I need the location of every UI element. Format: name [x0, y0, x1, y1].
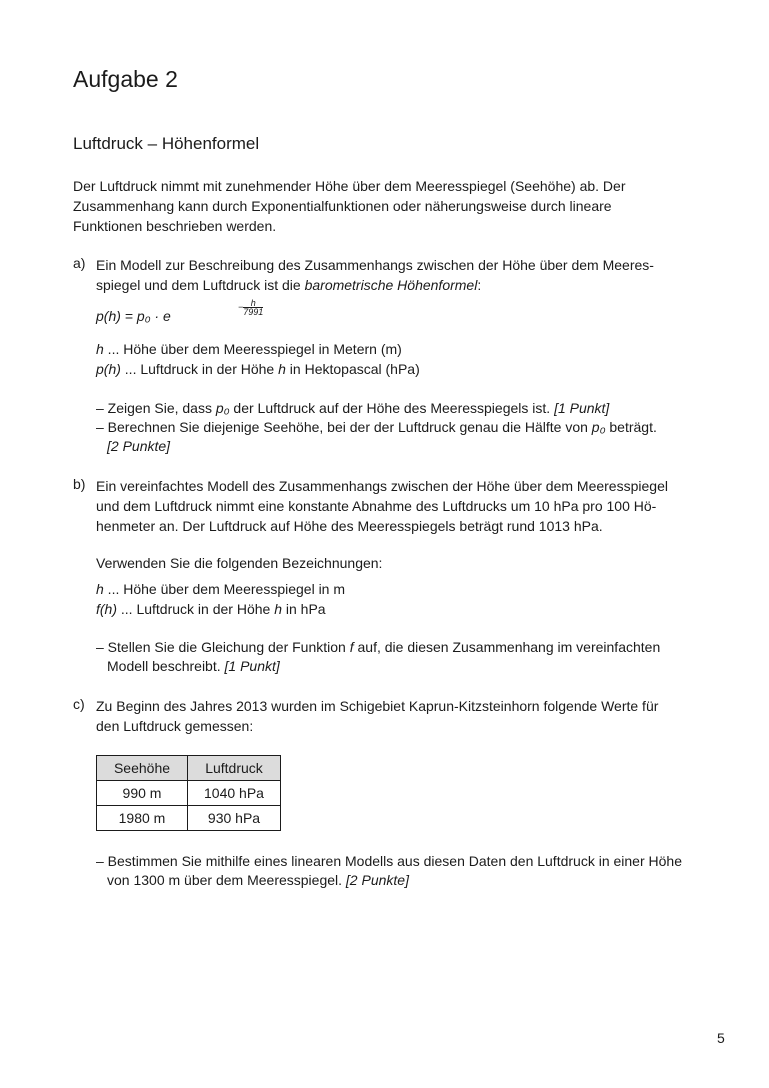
definition-f	[96, 599, 345, 619]
part-b-task-cont	[107, 656, 280, 676]
exponent-denominator: 7991	[243, 307, 264, 317]
definition-h	[96, 339, 420, 359]
part-b-task	[96, 637, 660, 657]
task-text: – Stellen Sie die Gleichung der Funktion	[96, 639, 350, 655]
barometric-formula	[96, 298, 264, 324]
part-b-definitions	[96, 579, 345, 619]
definition-text: ... Luftdruck in der Höhe	[117, 601, 275, 617]
variable: h	[96, 341, 104, 357]
part-a-definitions	[96, 339, 420, 379]
intro-line: Funktionen beschrieben werden.	[73, 218, 277, 234]
part-a-line	[96, 275, 654, 295]
variable: p₀	[215, 400, 230, 416]
part-b-line: henmeter an. Der Luftdruck auf Höhe des Meeresspiegels beträgt rund 1013 hPa.	[96, 518, 603, 534]
task-text: von 1300 m über dem Meeresspiegel.	[107, 872, 346, 888]
part-b-text	[96, 476, 668, 536]
definition-p	[96, 359, 420, 379]
formula-exponent	[238, 299, 263, 316]
section-subtitle: Luftdruck – Höhenformel	[73, 134, 260, 153]
intro-paragraph	[73, 176, 626, 236]
task-text: der Luftdruck auf der Höhe des Meeresspiegels ist.	[229, 400, 555, 416]
part-c-label: c)	[73, 696, 85, 712]
definition-text: ... Höhe über dem Meeresspiegel in Metern (m)	[103, 341, 402, 357]
variable: p₀	[591, 419, 606, 435]
variable: f(h)	[96, 601, 117, 617]
text-segment: spiegel und dem Luftdruck ist die	[96, 277, 305, 293]
naming-instruction: Verwenden Sie die folgenden Bezeichnungen:	[96, 555, 383, 571]
part-a-task-2	[96, 417, 657, 437]
page-number: 5	[717, 1030, 725, 1046]
table-cell: 1980 m	[97, 806, 188, 831]
part-a-line: Ein Modell zur Beschreibung des Zusammenhangs zwischen der Höhe über dem Meeres-	[96, 257, 654, 273]
points-label: [2 Punkte]	[345, 872, 409, 888]
table-header: Luftdruck	[188, 756, 281, 781]
intro-line: Der Luftdruck nimmt mit zunehmender Höhe über dem Meeresspiegel (Seehöhe) ab. Der	[73, 178, 626, 194]
formula-main: p(h) = p₀ · e	[96, 308, 171, 324]
part-b-line: und dem Luftdruck nimmt eine konstante Abnahme des Luftdrucks um 10 hPa pro 100 Hö-	[96, 498, 657, 514]
definition-text: in hPa	[282, 601, 326, 617]
part-c-task: – Bestimmen Sie mithilfe eines linearen Modells aus diesen Daten den Luftdruck in einer Höhe	[96, 853, 682, 869]
variable: h	[96, 581, 104, 597]
table-row	[97, 781, 281, 806]
table-cell: 1040 hPa	[188, 781, 281, 806]
task-text: beträgt.	[605, 419, 657, 435]
task-text: – Zeigen Sie, dass	[96, 400, 216, 416]
table-header: Seehöhe	[97, 756, 188, 781]
task-text: Modell beschreibt.	[107, 658, 225, 674]
task-text: – Berechnen Sie diejenige Seehöhe, bei der der Luftdruck genau die Hälfte von	[96, 419, 592, 435]
part-c-line: den Luftdruck gemessen:	[96, 718, 254, 734]
variable: p(h)	[96, 361, 121, 377]
part-c-text	[96, 696, 658, 736]
part-c-task-cont	[107, 870, 409, 890]
part-a-text	[96, 255, 654, 295]
points-label: [1 Punkt]	[224, 658, 280, 674]
definition-text: ... Höhe über dem Meeresspiegel in m	[103, 581, 346, 597]
part-b-line: Ein vereinfachtes Modell des Zusammenhangs zwischen der Höhe über dem Meeresspiegel	[96, 478, 668, 494]
definition-text: ... Luftdruck in der Höhe	[120, 361, 279, 377]
table-cell: 930 hPa	[188, 806, 281, 831]
part-c-line: Zu Beginn des Jahres 2013 wurden im Schigebiet Kaprun-Kitzsteinhorn folgende Werte für	[96, 698, 659, 714]
table-header-row	[97, 756, 281, 781]
part-a-label: a)	[73, 255, 86, 271]
formula-name: barometrische Höhenformel	[304, 277, 478, 293]
exponent-numerator: h	[243, 299, 263, 308]
variable: h	[278, 361, 286, 377]
variable: h	[274, 601, 282, 617]
measurement-table	[96, 755, 281, 831]
points-label: [1 Punkt]	[554, 400, 610, 416]
part-b-label: b)	[73, 476, 86, 492]
page-title: Aufgabe 2	[73, 66, 178, 92]
task-text: auf, die diesen Zusammenhang im vereinfachten	[353, 639, 661, 655]
variable: f	[349, 639, 354, 655]
definition-h	[96, 579, 345, 599]
points-label: [2 Punkte]	[107, 438, 171, 454]
intro-line: Zusammenhang kann durch Exponentialfunktionen oder näherungsweise durch lineare	[73, 198, 612, 214]
part-a-task-1	[96, 398, 609, 418]
text-segment: :	[477, 277, 482, 293]
table-row	[97, 806, 281, 831]
definition-text: in Hektopascal (hPa)	[285, 361, 420, 377]
exponent-sign: −	[238, 301, 244, 312]
table-cell: 990 m	[97, 781, 188, 806]
